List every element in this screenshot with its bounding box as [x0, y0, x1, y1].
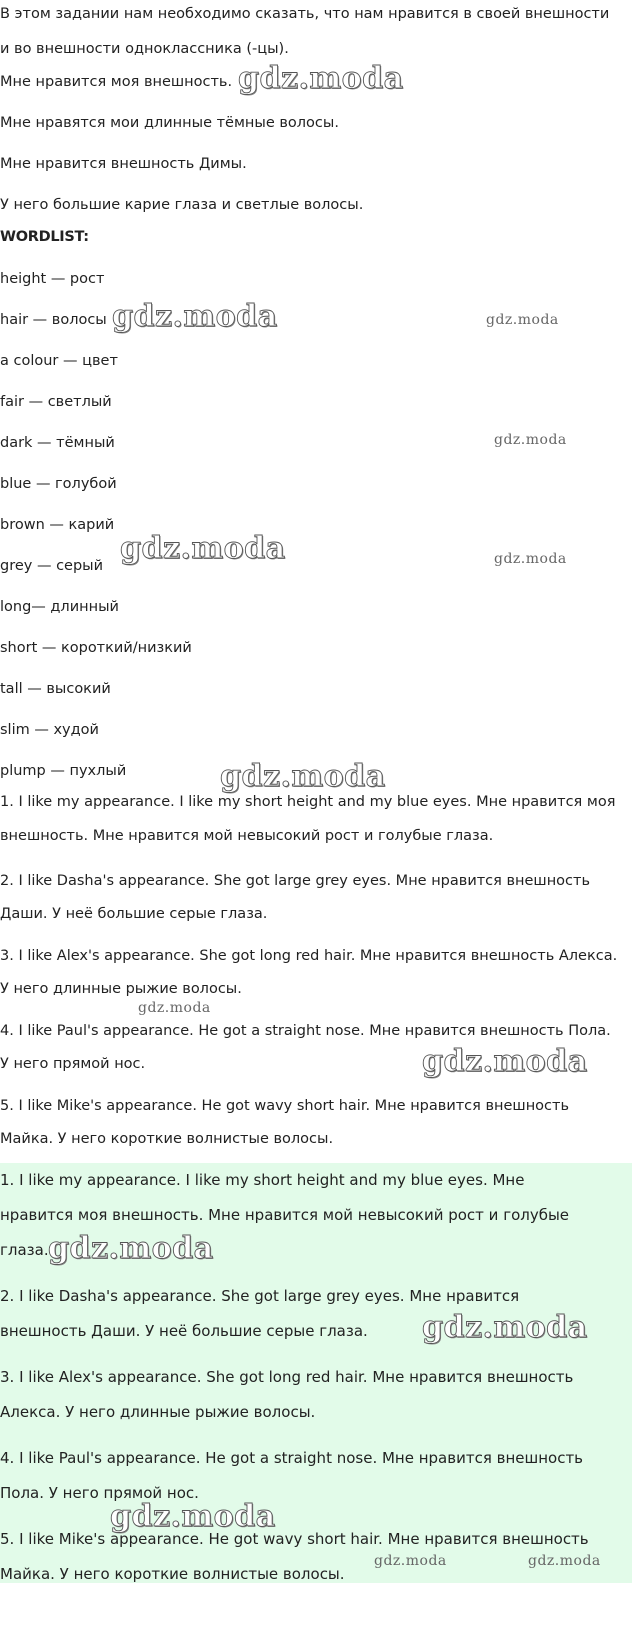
answer-line: 3. I like Alex's appearance. She got long red hair. Мне нравится внешность Алекса.	[0, 948, 618, 964]
wordlist-item: hair — волосы	[0, 312, 107, 328]
wordlist-item: brown — карий	[0, 517, 115, 533]
answer-line: Даши. У неё большие серые глаза.	[0, 906, 268, 922]
watermark-logo: gdz.moda	[138, 1000, 211, 1016]
highlighted-answer-line: 2. I like Dasha's appearance. She got large grey eyes. Мне нравится	[0, 1287, 520, 1305]
highlighted-answer-line: 1. I like my appearance. I like my short height and my blue eyes. Мне	[0, 1171, 525, 1189]
answer-line: У него прямой нос.	[0, 1056, 146, 1072]
answer-line: У него длинные рыжие волосы.	[0, 981, 242, 997]
highlighted-answer-line: глаза.	[0, 1241, 49, 1259]
watermark-logo: gdz.moda	[374, 1553, 447, 1569]
highlighted-answer-line: Майка. У него короткие волнистые волосы.	[0, 1565, 345, 1583]
wordlist-item: slim — худой	[0, 722, 99, 738]
answer-line: 2. I like Dasha's appearance. She got large grey eyes. Мне нравится внешность	[0, 873, 591, 889]
intro-line: Мне нравится моя внешность.	[0, 74, 233, 90]
intro-line: В этом задании нам необходимо сказать, что нам нравится в своей внешности	[0, 6, 610, 22]
watermark-logo: gdz.moda	[120, 531, 286, 566]
watermark-logo: gdz.moda	[486, 312, 559, 328]
wordlist-item: grey — серый	[0, 558, 104, 574]
wordlist-item: plump — пухлый	[0, 763, 127, 779]
watermark-logo: gdz.moda	[220, 759, 386, 794]
intro-line: У него большие карие глаза и светлые волосы.	[0, 197, 364, 213]
highlighted-answer-line: внешность Даши. У неё большие серые глаза.	[0, 1322, 368, 1340]
wordlist-item: blue — голубой	[0, 476, 117, 492]
wordlist-item: fair — светлый	[0, 394, 112, 410]
watermark-logo: gdz.moda	[494, 432, 567, 448]
wordlist-item: dark — тёмный	[0, 435, 115, 451]
wordlist-item: a colour — цвет	[0, 353, 118, 369]
answer-line: внешность. Мне нравится мой невысокий рост и голубые глаза.	[0, 828, 494, 844]
wordlist-item: long— длинный	[0, 599, 119, 615]
watermark-logo: gdz.moda	[110, 1499, 276, 1534]
answer-line: 5. I like Mike's appearance. He got wavy short hair. Мне нравится внешность	[0, 1098, 570, 1114]
watermark-logo: gdz.moda	[422, 1310, 588, 1345]
watermark-logo: gdz.moda	[494, 551, 567, 567]
watermark-logo: gdz.moda	[422, 1044, 588, 1079]
highlighted-answer-line: 4. I like Paul's appearance. He got a straight nose. Мне нравится внешность	[0, 1449, 584, 1467]
watermark-logo: gdz.moda	[528, 1553, 601, 1569]
wordlist-item: tall — высокий	[0, 681, 111, 697]
highlighted-answer-line: Пола. У него прямой нос.	[0, 1484, 199, 1502]
watermark-logo: gdz.moda	[112, 299, 278, 334]
watermark-logo: gdz.moda	[48, 1231, 214, 1266]
highlighted-answer-line: 3. I like Alex's appearance. She got long red hair. Мне нравится внешность	[0, 1368, 574, 1386]
wordlist-heading: WORDLIST:	[0, 229, 89, 245]
answer-line: Майка. У него короткие волнистые волосы.	[0, 1131, 334, 1147]
watermark-logo: gdz.moda	[238, 61, 404, 96]
answer-line: 4. I like Paul's appearance. He got a straight nose. Мне нравится внешность Пола.	[0, 1023, 611, 1039]
wordlist-item: height — рост	[0, 271, 105, 287]
highlighted-answer-line: 5. I like Mike's appearance. He got wavy short hair. Мне нравится внешность	[0, 1530, 589, 1548]
wordlist-item: short — короткий/низкий	[0, 640, 192, 656]
intro-line: Мне нравятся мои длинные тёмные волосы.	[0, 115, 339, 131]
intro-line: и во внешности одноклассника (-цы).	[0, 41, 289, 57]
answer-line: 1. I like my appearance. I like my short height and my blue eyes. Мне нравится моя	[0, 794, 616, 810]
highlighted-answer-line: нравится моя внешность. Мне нравится мой невысокий рост и голубые	[0, 1206, 570, 1224]
highlighted-answer-line: Алекса. У него длинные рыжие волосы.	[0, 1403, 316, 1421]
intro-line: Мне нравится внешность Димы.	[0, 156, 247, 172]
